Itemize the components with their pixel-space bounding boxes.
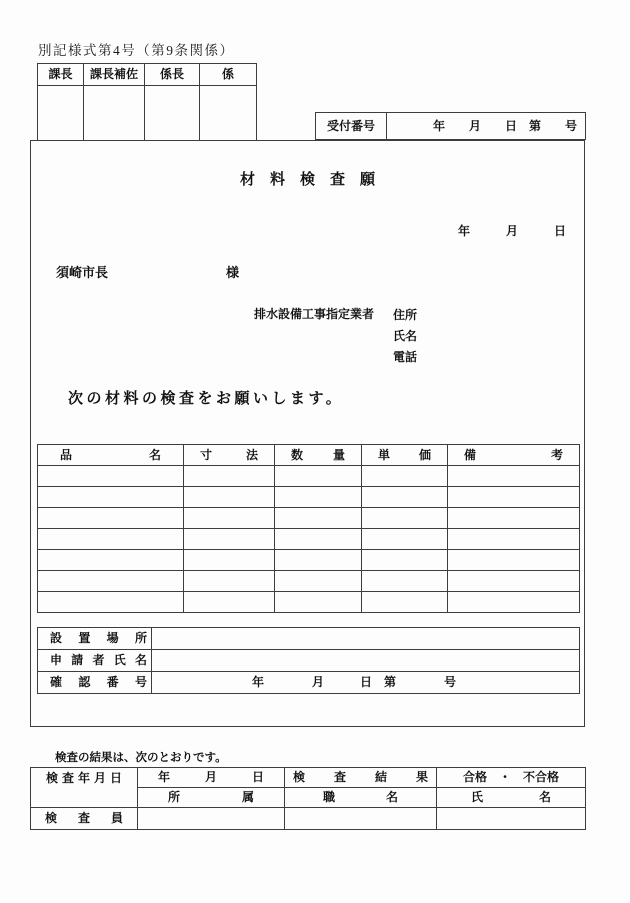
approval-stamp-cell [38, 86, 84, 141]
empty-cell [275, 508, 362, 529]
empty-cell [275, 529, 362, 550]
materials-empty-row [38, 466, 580, 487]
approval-stamp-table [37, 63, 257, 141]
result-table [30, 767, 586, 830]
name-header: 氏名 [437, 788, 586, 808]
applicant-address-label: 住所 [393, 308, 418, 322]
materials-header-dimension: 寸法 [184, 445, 275, 466]
approval-stamp-cell [200, 86, 257, 141]
empty-cell [362, 487, 448, 508]
empty-cell [38, 592, 184, 613]
confirmation-number-value: 年 月 日 第 号 [152, 672, 580, 694]
inspection-date-header: 年月日 [138, 768, 285, 788]
confirmation-number-label: 確認番号 [38, 672, 152, 694]
approval-header-kacho: 課長 [38, 64, 84, 86]
request-sentence: 次の材料の検査をお願いします。 [68, 390, 345, 407]
approval-header-kakari: 係 [200, 64, 257, 86]
empty-cell [184, 529, 275, 550]
inspector-affiliation-value [138, 808, 285, 830]
empty-cell [362, 466, 448, 487]
materials-header-item-name: 品名 [38, 445, 184, 466]
empty-cell [38, 508, 184, 529]
approval-stamp-cell [84, 86, 145, 141]
empty-cell [275, 592, 362, 613]
empty-cell [184, 550, 275, 571]
empty-cell [184, 592, 275, 613]
info-table [37, 627, 580, 694]
empty-cell [275, 487, 362, 508]
empty-cell [448, 508, 580, 529]
applicant-fields [393, 305, 417, 368]
form-title: 材 料 検 査 願 [239, 171, 375, 188]
empty-cell [38, 487, 184, 508]
empty-cell [275, 466, 362, 487]
materials-empty-row [38, 487, 580, 508]
install-place-label: 設置場所 [38, 628, 152, 650]
approval-stamp-cell [145, 86, 200, 141]
result-note: 検査の結果は、次のとおりです。 [55, 752, 227, 764]
empty-cell [362, 571, 448, 592]
empty-cell [184, 508, 275, 529]
main-form-box [30, 140, 585, 727]
affiliation-header: 所属 [138, 788, 285, 808]
empty-cell [38, 529, 184, 550]
inspector-name-value [437, 808, 586, 830]
inspection-result-header: 検査結果 [285, 768, 437, 788]
empty-cell [38, 466, 184, 487]
empty-cell [184, 466, 275, 487]
approval-header-kakaricho: 係長 [145, 64, 200, 86]
applicant-type-label: 排水設備工事指定業者 [254, 307, 375, 321]
approval-header-kachohosa: 課長補佐 [84, 64, 145, 86]
addressee-mayor: 須崎市長 [56, 265, 109, 280]
empty-cell [448, 571, 580, 592]
empty-cell [184, 571, 275, 592]
form-number-note: 別記様式第4号（第9条関係） [38, 43, 235, 58]
empty-cell [184, 487, 275, 508]
materials-table [37, 444, 580, 613]
inspector-label: 検査員 [31, 808, 138, 830]
materials-empty-row [38, 571, 580, 592]
application-date-line: 年 月 日 [457, 224, 566, 238]
empty-cell [275, 571, 362, 592]
materials-header-remarks: 備考 [448, 445, 580, 466]
applicant-name-row-label: 申請者氏名 [38, 650, 152, 672]
applicant-name-value [152, 650, 580, 672]
materials-empty-row [38, 550, 580, 571]
applicant-name-label: 氏名 [393, 329, 418, 343]
inspector-position-value [285, 808, 437, 830]
applicant-phone-label: 電話 [393, 350, 418, 364]
empty-cell [448, 529, 580, 550]
materials-header-unit-price: 単価 [362, 445, 448, 466]
materials-empty-row [38, 592, 580, 613]
empty-cell [38, 571, 184, 592]
empty-cell [275, 550, 362, 571]
receipt-number-table [315, 112, 586, 140]
install-place-value [152, 628, 580, 650]
materials-empty-row [38, 529, 580, 550]
addressee-honorific: 様 [226, 265, 240, 280]
empty-cell [448, 592, 580, 613]
empty-cell [362, 550, 448, 571]
empty-cell [448, 466, 580, 487]
empty-cell [362, 529, 448, 550]
empty-cell [362, 592, 448, 613]
empty-cell [448, 487, 580, 508]
receipt-number-label: 受付番号 [316, 113, 387, 140]
inspection-date-label: 検査年月日 [31, 768, 138, 808]
empty-cell [448, 550, 580, 571]
materials-empty-row [38, 508, 580, 529]
receipt-number-value: 年 月 日 第 号 [387, 113, 586, 140]
empty-cell [362, 508, 448, 529]
pass-fail-value: 合格 ・ 不合格 [437, 768, 586, 788]
position-header: 職名 [285, 788, 437, 808]
materials-header-quantity: 数量 [275, 445, 362, 466]
materials-header-row [38, 445, 580, 466]
empty-cell [38, 550, 184, 571]
